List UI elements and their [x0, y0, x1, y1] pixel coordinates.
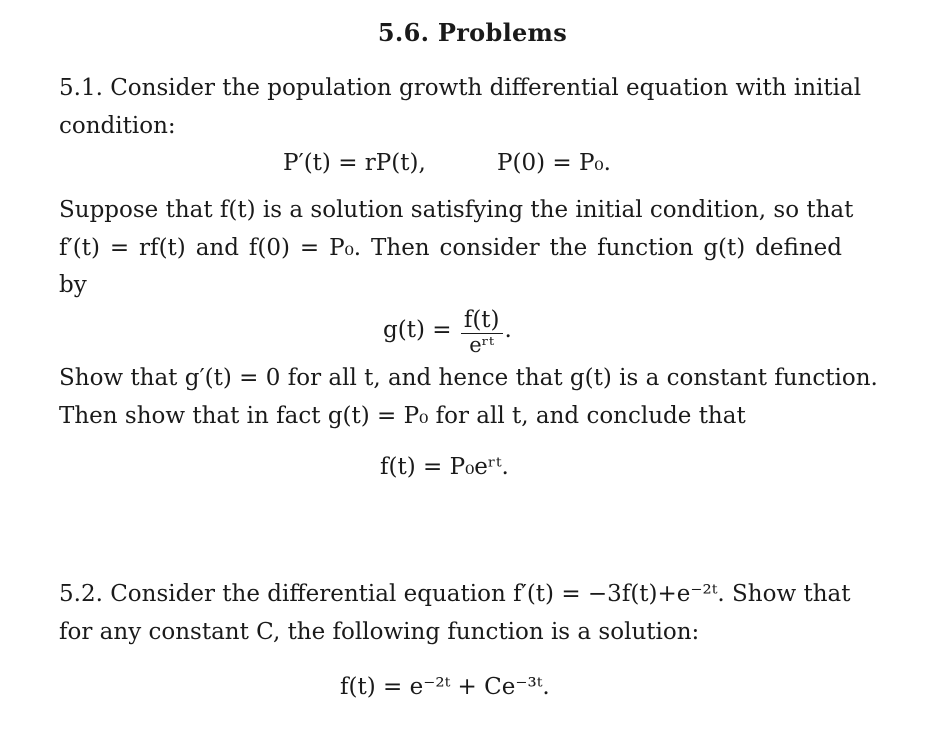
problem-1-equation-initial: P(0) = P₀.: [497, 150, 611, 176]
problem-1-line-3: Suppose that f(t) is a solution satisfying the initial condition, so that: [59, 197, 854, 223]
section-heading: 5.6. Problems: [377, 18, 568, 47]
equation-g-denominator: eʳᵗ: [469, 332, 495, 357]
problem-1-line-5: by: [59, 272, 87, 298]
problem-1-line-1: 5.1. Consider the population growth differential equation with initial: [59, 75, 862, 101]
problem-1-equation-g: [383, 302, 512, 358]
problem-1-line-2: condition:: [59, 113, 176, 139]
equation-g-lhs: g(t) =: [383, 317, 452, 343]
problem-2-line-1: 5.2. Consider the differential equation f′(t) = −3f(t)+e⁻²ᵗ. Show that: [59, 581, 851, 607]
problem-1-line-7: Then show that in fact g(t) = P₀ for all t, and conclude that: [59, 403, 746, 429]
equation-g-numerator: f(t): [463, 306, 500, 333]
problem-1-line-6: Show that g′(t) = 0 for all t, and hence that g(t) is a constant function.: [59, 365, 878, 391]
equation-g-fraction: [461, 307, 503, 356]
problem-1-line-4: f′(t) = rf(t) and f(0) = P₀. Then consider the function g(t) defined: [59, 235, 842, 261]
problem-2-equation-solution: f(t) = e⁻²ᵗ + Ce⁻³ᵗ.: [340, 674, 550, 700]
equation-g-period: .: [504, 317, 512, 343]
problem-1-equation-solution: f(t) = P₀eʳᵗ.: [380, 454, 509, 480]
problem-1-equation-ode: P′(t) = rP(t),: [283, 150, 426, 176]
problem-2-line-2: for any constant C, the following function is a solution:: [59, 619, 700, 645]
